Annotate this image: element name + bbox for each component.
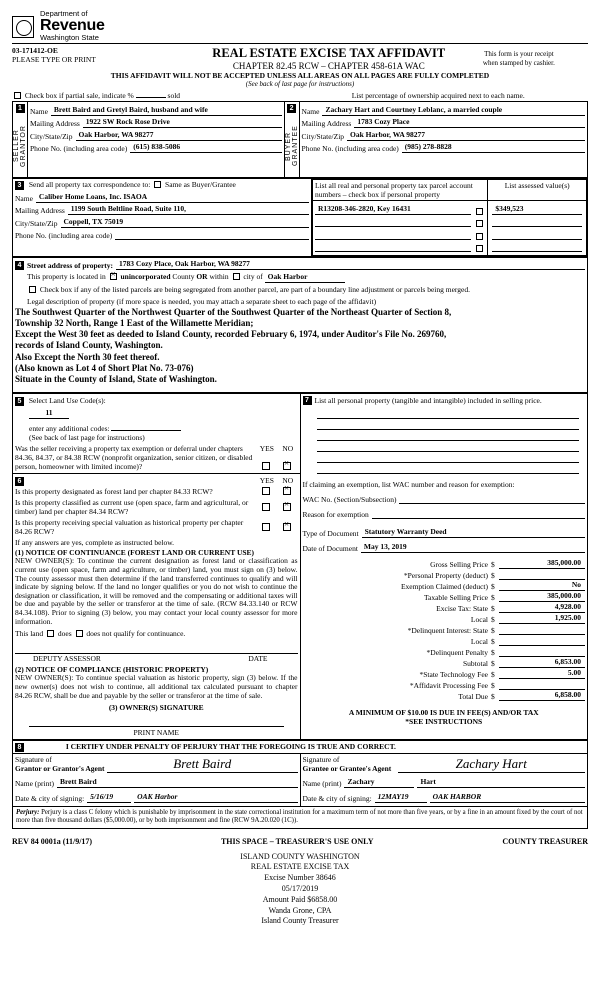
deputy-assessor-signature-line[interactable] (15, 641, 298, 654)
partial-sale-sold-label: sold (167, 91, 181, 100)
seller-name-value[interactable]: Brett Baird and Gretyl Baird, husband and wife (51, 105, 282, 116)
section-number-2: 2 (287, 104, 296, 113)
unincorporated-label: unincorporated (120, 271, 171, 281)
county-treasurer-label: COUNTY TREASURER (502, 836, 588, 846)
amount-label-12: Total Due (458, 692, 488, 702)
legal-line-2: Except the West 30 feet as deeded to Island County, recorded February 6, 1974, under Auditor's File No. 269760, (15, 329, 447, 339)
personal-property-lines[interactable] (317, 408, 580, 474)
s5-no-label: NO (282, 444, 294, 454)
section-number-5: 5 (15, 397, 24, 406)
completion-warning: THIS AFFIDAVIT WILL NOT BE ACCEPTED UNLESS ALL AREAS ON ALL PAGES ARE FULLY COMPLETED (110, 71, 490, 80)
amount-value-11[interactable] (499, 679, 585, 690)
street-address-label: Street address of property: (27, 260, 114, 270)
forest-land-question: Is this property designated as forest land per chapter 84.33 RCW? (15, 487, 213, 497)
does-not-qualify-checkbox[interactable] (76, 630, 83, 637)
seller-buyer-table (12, 101, 588, 178)
located-in-label: This property is located in (27, 271, 106, 281)
amount-label-10: *State Technology Fee (419, 670, 488, 680)
department-line2: Revenue (40, 16, 105, 34)
deputy-assessor-label: DEPUTY ASSESSOR (33, 654, 101, 664)
amount-value-1[interactable] (499, 569, 585, 580)
this-land-label: This land (15, 629, 44, 639)
wac-value[interactable] (399, 493, 585, 504)
assessed-header: List assessed value(s) (488, 180, 587, 201)
doc-type-label: Type of Document (302, 529, 359, 539)
grantee-name-last[interactable]: Hart (417, 777, 585, 788)
section-number-1: 1 (16, 104, 25, 113)
grantee-date-value[interactable]: 12MAY19 (375, 792, 427, 803)
reason-label: Reason for exemption (302, 510, 369, 520)
seller-phone-label: Phone No. (including area code) (30, 144, 128, 153)
property-location-row (27, 272, 585, 283)
amount-value-10[interactable]: 5.00 (499, 668, 585, 679)
buyer-mailing-label: Mailing Address (301, 119, 352, 128)
s5-yes-label: YES (259, 444, 274, 454)
current-use-yes-checkbox[interactable] (262, 503, 270, 511)
same-as-buyer-label: Same as Buyer/Grantee (165, 180, 236, 189)
buyer-phone-label: Phone No. (including area code) (301, 144, 399, 153)
assessed-value-2[interactable] (492, 229, 582, 240)
stamp-line-5: Wanda Grone, CPA (268, 905, 332, 915)
personal-property-intro: List all personal property (tangible and intangible) included in selling price. (314, 396, 542, 406)
s3-name-value[interactable]: Caliber Home Loans, Inc. ISAOA (36, 192, 309, 203)
grantee-date-city-label: Date & city of signing: (302, 794, 372, 804)
forest-no-checkbox[interactable] (283, 487, 291, 495)
s3-mailing-value[interactable]: 1199 South Beltline Road, Suite 110, (68, 204, 309, 215)
legal-line-0: The Southwest Quarter of the Northwest Quarter of the Southwest Quarter of the Northeast Quarter of Section 8, (15, 306, 452, 317)
certify-statement: I CERTIFY UNDER PENALTY OF PERJURY THAT THE FOREGOING IS TRUE AND CORRECT. (65, 742, 396, 752)
grantor-sig-label-2: Grantor or Grantor's Agent (15, 764, 105, 774)
exemption-intro: If claiming an exemption, list WAC number and reason for exemption: (302, 480, 515, 490)
stamp-line-2: Excise Number 38646 (264, 873, 336, 883)
street-address-value[interactable]: 1783 Cozy Place, Oak Harbor, WA 98277 (116, 259, 585, 270)
or-word: OR (196, 271, 208, 281)
amount-value-8[interactable] (499, 646, 585, 657)
continuance-body: NEW OWNER(S): To continue the current designation as forest land or classification as current use (open space, farm and agriculture, or timber) land, you must sign on (3) below. The county assessor must then determine if the land transferred continues to qualify and will indicate by signing below. If the land no longer qualifies or you do not wish to continue the designation or classification, it will be removed and the compensating or additional taxes will be due and payable by the seller or transferor at the time of sale. (RCW 84.33.140 or RCW 84.34.108). Prior to signing (3) below, you may contact your local county assessor for more information. (15, 556, 298, 626)
legal-line-3: records of Island County, Washington. (15, 340, 163, 351)
type-or-print-note: PLEASE TYPE OR PRINT (12, 55, 96, 64)
header-divider (12, 43, 588, 44)
stamp-line-0: ISLAND COUNTY WASHINGTON (240, 851, 360, 861)
city-checkbox[interactable] (233, 273, 240, 280)
buyer-name-value[interactable]: Zachary Hart and Courtney Leblanc, a married couple (322, 105, 585, 116)
print-name-label: PRINT NAME (133, 728, 179, 738)
buyer-name-label: Name (301, 106, 320, 116)
receipt-note-line2: when stamped by cashier. (482, 58, 555, 67)
legal-description (15, 307, 585, 386)
buyer-side-tab (284, 102, 299, 178)
land-use-see-back: (See back of last page for instructions) (29, 433, 145, 443)
s3-citystate-value[interactable]: Coppell, TX 75019 (61, 217, 310, 228)
amount-value-3[interactable]: 385,000.00 (499, 591, 585, 602)
seller-mailing-value[interactable]: 1922 SW Rock Rose Drive (83, 117, 282, 128)
compliance-title: (2) NOTICE OF COMPLIANCE (HISTORIC PROPERTY) (15, 665, 209, 675)
receipt-note-line1: This form is your receipt (484, 49, 554, 58)
county-word: County (172, 271, 195, 281)
amount-label-4: Excise Tax: State (436, 604, 488, 614)
legal-line-1: Township 32 North, Range 1 East of the Willamette Meridian; (15, 317, 254, 328)
amount-label-11: *Affidavit Processing Fee (409, 681, 488, 691)
city-of-label: city of (243, 271, 263, 281)
legal-line-5: (Also known as Lot 4 of Short Plat No. 73-076) (15, 362, 194, 373)
amount-value-12[interactable]: 6,858.00 (499, 690, 585, 701)
amount-label-0: Gross Selling Price (430, 560, 488, 570)
partial-sale-row (12, 91, 588, 100)
seller-citystate-label: City/State/Zip (30, 131, 73, 141)
doc-date-value[interactable]: May 13, 2019 (361, 542, 585, 553)
grantor-name-print-value[interactable]: Brett Baird (57, 777, 298, 788)
see-instructions-note: *SEE INSTRUCTIONS (405, 717, 483, 727)
stamp-line-4: Amount Paid $6858.00 (262, 894, 338, 904)
stamp-line-6: Island County Treasurer (261, 916, 339, 926)
current-use-no-checkbox[interactable] (283, 503, 291, 511)
legal-line-6: Situate in the County of Island, State of Washington. (15, 374, 217, 384)
page-subtitle: CHAPTER 82.45 RCW – CHAPTER 458-61A WAC (232, 61, 425, 71)
amount-label-7: Local (470, 637, 488, 647)
unincorporated-checkbox[interactable] (110, 273, 117, 280)
parcel-personal-checkbox-0[interactable] (476, 208, 483, 215)
sections-5-6-7-table (12, 393, 588, 740)
s5-yes-checkbox[interactable] (262, 462, 270, 470)
does-qualify-checkbox[interactable] (47, 630, 54, 637)
section-number-6: 6 (15, 477, 24, 486)
grantor-date-value[interactable]: 5/16/19 (87, 792, 131, 803)
parcel-header: List all real and personal property tax parcel account numbers – check box if personal property (313, 180, 488, 201)
grantor-name-print-label: Name (print) (15, 779, 54, 789)
amount-value-9[interactable]: 6,853.00 (499, 657, 585, 668)
amount-value-5[interactable]: 1,925.00 (499, 613, 585, 624)
buyer-vertical-label: BUYER GRANTEE (284, 125, 299, 167)
land-use-title: Select Land Use Code(s): (28, 396, 106, 406)
rev-number: REV 84 0001a (11/9/17) (12, 836, 93, 846)
historic-question: Is this property receiving special valuation as historical property per chapter 84.26 RCW? (15, 518, 244, 537)
forest-land-question-row (15, 487, 298, 496)
section-number-7: 7 (303, 396, 312, 405)
grantor-date-city-label: Date & city of signing: (15, 794, 85, 804)
grantor-signature[interactable]: Brett Baird (107, 756, 298, 773)
city-value[interactable]: Oak Harbor (265, 272, 345, 283)
buyer-phone-value[interactable]: (985) 278-8828 (402, 142, 585, 153)
amount-label-6: *Delinquent Interest: State (407, 626, 488, 636)
section3-table (12, 178, 588, 257)
parcel-personal-checkbox-2[interactable] (476, 233, 483, 240)
within-word: within (209, 271, 229, 281)
page-title: REAL ESTATE EXCISE TAX AFFIDAVIT (212, 46, 446, 60)
ownership-note: List percentage of ownership acquired next to each name. (351, 91, 525, 100)
historic-no-checkbox[interactable] (283, 523, 291, 531)
segregation-note: Check box if any of the listed parcels are being segregated from another parcel, are part of a boundary line adjustment or parcels being merged. (39, 284, 470, 294)
reason-value[interactable] (372, 508, 585, 519)
stamp-line-3: 05/17/2019 (281, 883, 319, 893)
s3-phone-label: Phone No. (including area code) (15, 231, 113, 240)
parcel-number-1[interactable] (315, 216, 471, 227)
department-header (12, 10, 588, 41)
grantee-signature[interactable]: Zachary Hart (398, 756, 586, 773)
segregation-checkbox[interactable] (29, 286, 36, 293)
partial-sale-percent[interactable] (136, 97, 166, 98)
assessed-value-0[interactable]: $349,523 (492, 204, 582, 215)
land-use-code[interactable]: 11 (29, 408, 69, 419)
doc-type-value[interactable]: Statutory Warranty Deed (362, 527, 585, 538)
does-not-label: does not qualify for continuance. (86, 629, 186, 639)
form-number: 03-171412-OE (12, 46, 58, 55)
grantee-sig-label-2: Grantee or Grantee's Agent (302, 764, 392, 774)
buyer-mailing-value[interactable]: 1783 Cozy Place (354, 117, 585, 128)
s3-phone-value[interactable] (115, 229, 309, 240)
grantor-city-value[interactable]: OAK Harbor (134, 792, 297, 803)
partial-sale-checkbox[interactable] (14, 92, 21, 99)
grantee-city-value[interactable]: OAK HARBOR (430, 792, 585, 803)
amount-value-4[interactable]: 4,928.00 (499, 602, 585, 613)
amount-label-3: Taxable Selling Price (423, 593, 488, 603)
department-line3: Washington State (40, 32, 99, 42)
footer-rev-row (12, 837, 588, 846)
amount-value-2[interactable]: No (499, 580, 585, 591)
legal-line-4: Also Except the North 30 feet thereof. (15, 351, 160, 362)
parcel-personal-checkbox-1[interactable] (476, 220, 483, 227)
does-label: does (57, 629, 72, 639)
seller-phone-value[interactable]: (615) 838-5086 (130, 142, 281, 153)
amount-value-0[interactable]: 385,000.00 (499, 558, 585, 569)
amount-label-5: Local (470, 615, 488, 625)
amount-value-6[interactable] (499, 624, 585, 635)
section-number-3: 3 (15, 181, 24, 190)
s5-no-checkbox[interactable] (283, 462, 291, 470)
parcel-number-3[interactable] (315, 241, 471, 252)
continuance-title: (1) NOTICE OF CONTINUANCE (FOREST LAND OR CURRENT USE) (15, 548, 255, 558)
section-number-8: 8 (15, 743, 24, 752)
current-use-question: Is this property classified as current use (open space, farm and agricultural, or timber) land per chapter 84.34 RCW? (15, 498, 249, 517)
s6-no-label: NO (282, 476, 294, 486)
assessed-value-3[interactable] (492, 241, 582, 252)
amount-label-9: Subtotal (462, 659, 488, 669)
owner-signature-title: (3) OWNER(S) SIGNATURE (108, 703, 204, 713)
s3-mailing-label: Mailing Address (15, 206, 65, 215)
assessed-value-1[interactable] (492, 216, 582, 227)
treasurer-stamp (12, 852, 588, 928)
section8-table (12, 740, 588, 828)
instructions-note: (See back of last page for instructions) (245, 80, 355, 88)
additional-codes-label: enter any additional codes: (29, 424, 110, 434)
s6-yes-label: YES (259, 476, 274, 486)
title-block (12, 46, 588, 71)
seller-side-tab (13, 102, 28, 178)
partial-sale-label: Check box if partial sale, indicate % (24, 91, 134, 100)
seller-name-label: Name (30, 106, 48, 116)
grantee-name-print-label: Name (print) (302, 779, 342, 789)
deputy-date-label: DATE (248, 654, 268, 664)
s3-name-label: Name (15, 193, 33, 203)
legal-description-label: Legal description of property (if more space is needed, you may attach a separate sheet to each page of the affidavit) (27, 296, 377, 306)
seller-citystate-value[interactable]: Oak Harbor, WA 98277 (76, 130, 282, 141)
buyer-citystate-label: City/State/Zip (301, 131, 345, 141)
perjury-label: Perjury: (16, 808, 40, 816)
parcel-personal-checkbox-3[interactable] (476, 245, 483, 252)
compliance-body: NEW OWNER(S): To continue special valuation as historic property, sign (3) below. If the new owner(s) does not wish to continue, all additional tax calculated pursuant to chapter 84.26 RCW, shall be due and payable by the seller or transferor at the time of sale. (15, 673, 298, 700)
buyer-citystate-value[interactable]: Oak Harbor, WA 98277 (347, 130, 585, 141)
amounts-block: Gross Selling Price $ 385,000.00 *Personal Property (deduct) $ Exemption Claimed (deduct) $ No Taxable Selling Price $ 385,000.00 Excise Tax: State $ 4,928.00 Local $ 1,925.00 *Delinquent Interest: State $ Local $ *Delinquent Penalty $ Subtotal $ 6,853.00 *State Technology Fee $ 5.00 *Affidavit Processing Fee $ Total Due $ 6,858.00 (303, 558, 586, 701)
seller-mailing-label: Mailing Address (30, 119, 80, 128)
treasurer-space-label: THIS SPACE – TREASURER'S USE ONLY (220, 836, 374, 846)
parcel-number-2[interactable] (315, 229, 471, 240)
amount-label-1: *Personal Property (deduct) (403, 571, 488, 581)
section-number-4: 4 (15, 261, 24, 270)
send-correspondence-label: Send all property tax correspondence to: (28, 180, 151, 189)
wa-state-seal-icon (12, 16, 34, 38)
section4-table (12, 257, 588, 394)
minimum-fee-note: A MINIMUM OF $10.00 IS DUE IN FEE(S) AND/OR TAX (348, 708, 539, 718)
grantee-sig-label-1: Signature of (302, 755, 340, 765)
historic-yes-checkbox[interactable] (262, 523, 270, 531)
grantor-sig-label-1: Signature of (15, 755, 52, 765)
amount-value-7[interactable] (499, 635, 585, 646)
same-as-buyer-checkbox[interactable] (154, 181, 161, 188)
current-use-question-row (15, 498, 298, 516)
perjury-text: Perjury is a class C felony which is punishable by imprisonment in the state correctional institution for a maximum term of not more than five years, or by a fine in an amount fixed by the court of not more than five thousand dollars ($5,000.00), or by both imprisonment and fine (RCW 9A.20.020 (1C)). (16, 808, 583, 825)
wac-label: WAC No. (Section/Subsection) (302, 495, 397, 505)
historic-question-row (15, 518, 298, 536)
instruct-note: If any answers are yes, complete as instructed below. (15, 538, 175, 548)
doc-date-label: Date of Document (302, 544, 358, 554)
forest-yes-checkbox[interactable] (262, 487, 270, 495)
senior-exemption-question: Was the seller receiving a property tax exemption or deferral under chapters 84.36, 84.37, or 84.38 RCW (nonprofit organization, senior citizen, or disabled person, homeowner with limited income)? (15, 444, 253, 472)
department-line1: Department of (40, 9, 88, 18)
additional-codes-value[interactable] (111, 420, 181, 431)
grantee-name-first[interactable]: Zachary (344, 777, 414, 788)
seller-vertical-label: SELLER GRANTOR (13, 125, 27, 167)
parcel-number-0[interactable]: R13208-346-2820, Key 16431 (315, 204, 471, 215)
amount-label-2: Exemption Claimed (deduct) (400, 582, 488, 592)
stamp-line-1: REAL ESTATE EXCISE TAX (250, 862, 350, 872)
owner-signature-line[interactable] (29, 714, 284, 727)
s3-citystate-label: City/State/Zip (15, 218, 58, 228)
amount-label-8: *Delinquent Penalty (426, 648, 488, 658)
